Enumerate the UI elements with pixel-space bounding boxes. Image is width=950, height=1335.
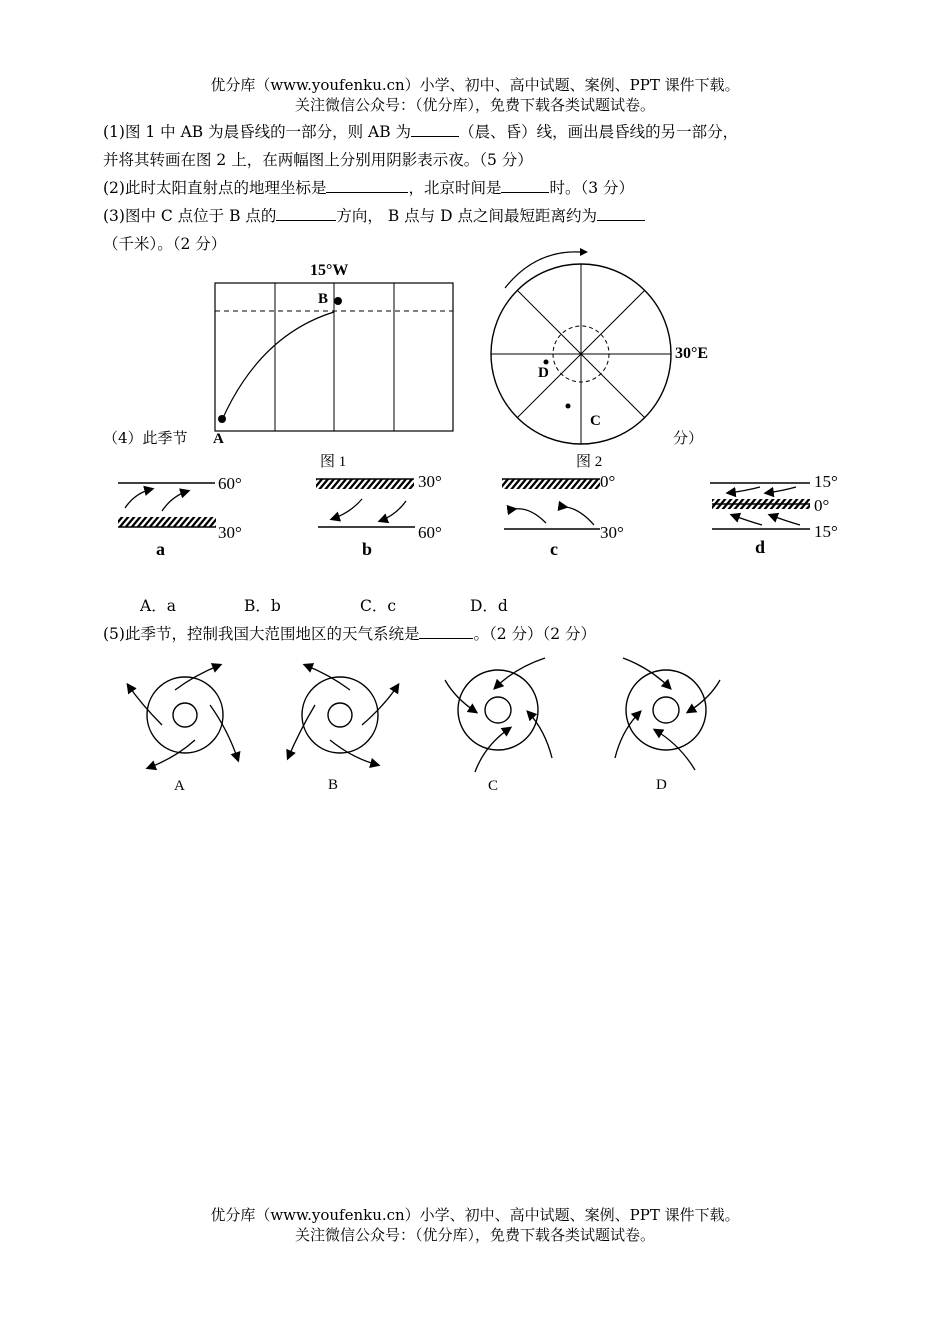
question-5 (103, 624, 596, 644)
diagram-d-middle: 0° (814, 496, 830, 515)
question-3 (103, 206, 645, 226)
system-a-label[interactable]: A (174, 778, 185, 794)
system-a (128, 665, 238, 768)
q3-blank-distance[interactable] (597, 206, 645, 221)
q1-part2: （晨、昏）线，画出晨昏线的另一部分， (459, 123, 739, 141)
diagram-c-top: 0° (600, 472, 616, 491)
diagram-c-bottom: 30° (600, 523, 624, 542)
fig1-point-a (218, 415, 226, 423)
q2-blank-coord[interactable] (326, 178, 408, 193)
diagram-a (118, 474, 242, 559)
figure-2 (480, 240, 730, 480)
figure-1 (200, 255, 470, 480)
fig2-caption: 图 2 (576, 454, 603, 470)
diagram-b-bottom: 60° (418, 523, 442, 542)
question-1 (103, 122, 738, 142)
q5-suffix: 。（2 分）（2 分） (473, 625, 597, 643)
q2-part1: (2)此时太阳直射点的地理坐标是 (103, 179, 327, 197)
q5-blank[interactable] (419, 624, 473, 639)
diagram-c (502, 472, 624, 559)
diagram-b (316, 472, 442, 559)
fig1-label-a: A (213, 431, 224, 447)
system-c (445, 658, 552, 772)
q3-part2: 方向， B 点与 D 点之间最短距离约为 (336, 207, 597, 225)
q2-part3: 时。（3 分） (549, 179, 635, 197)
q5-diagrams (100, 650, 760, 800)
header-line-2: 关注微信公众号：（优分库），免费下载各类试题试卷。 (294, 96, 655, 114)
fig2-rotation-arrowhead (580, 248, 588, 256)
q5-text: (5)此季节，控制我国大范围地区的天气系统是 (103, 625, 420, 643)
fig2-rotation-arrow (505, 252, 580, 288)
system-d (615, 658, 720, 770)
q4-prefix: （4）此季节 (103, 429, 188, 447)
diagram-d (710, 472, 838, 557)
diagram-d-top: 15° (814, 472, 838, 491)
diagram-a-bottom: 30° (218, 523, 242, 542)
q4-option-b[interactable]: B．b (244, 597, 281, 615)
question-2 (103, 178, 634, 198)
q1-blank[interactable] (411, 122, 459, 137)
q4-suffix: 分） (673, 429, 704, 447)
system-b (288, 665, 398, 765)
q4-option-d[interactable]: D．d (470, 597, 508, 615)
footer-line-2: 关注微信公众号：（优分库），免费下载各类试题试卷。 (294, 1226, 655, 1244)
diagram-a-label: a (156, 539, 165, 559)
q3-part1: (3)图中 C 点位于 B 点的 (103, 207, 277, 225)
diagram-c-label: c (550, 539, 558, 559)
q2-blank-time[interactable] (501, 178, 549, 193)
q3-blank-direction[interactable] (276, 206, 336, 221)
fig2-label-c: C (590, 413, 601, 429)
fig1-point-b (334, 297, 342, 305)
system-b-label[interactable]: B (328, 777, 339, 793)
fig2-label-d: D (538, 365, 549, 381)
q2-part2: ，北京时间是 (408, 179, 502, 197)
diagram-b-label: b (362, 539, 373, 559)
fig2-right-label: 30°E (675, 345, 709, 362)
system-d-label[interactable]: D (656, 777, 667, 793)
header-line-1: 优分库（www.youfenku.cn）小学、初中、高中试题、案例、PPT 课件下载。 (210, 76, 740, 94)
fig1-caption: 图 1 (320, 454, 347, 470)
q1-part1: (1)图 1 中 AB 为晨昏线的一部分，则 AB 为 (103, 123, 412, 141)
q4-option-a[interactable]: A．a (140, 597, 176, 615)
fig1-terminator-curve (222, 312, 334, 420)
diagram-a-top: 60° (218, 474, 242, 493)
q3-line2: （千米）。（2 分） (103, 235, 227, 253)
fig2-point-c (566, 404, 571, 409)
footer-line-1: 优分库（www.youfenku.cn）小学、初中、高中试题、案例、PPT 课件下载。 (210, 1206, 740, 1224)
diagram-d-label: d (755, 537, 766, 557)
q1-line2: 并将其转画在图 2 上，在两幅图上分别用阴影表示夜。（5 分） (103, 151, 533, 169)
diagram-b-top: 30° (418, 472, 442, 491)
fig1-label-b: B (318, 291, 329, 307)
q4-option-c[interactable]: C．c (360, 597, 397, 615)
fig1-top-label: 15°W (310, 262, 349, 279)
fig2-point-d (544, 360, 549, 365)
system-c-label[interactable]: C (488, 778, 499, 794)
q4-diagrams (100, 463, 860, 563)
diagram-d-bottom: 15° (814, 522, 838, 541)
